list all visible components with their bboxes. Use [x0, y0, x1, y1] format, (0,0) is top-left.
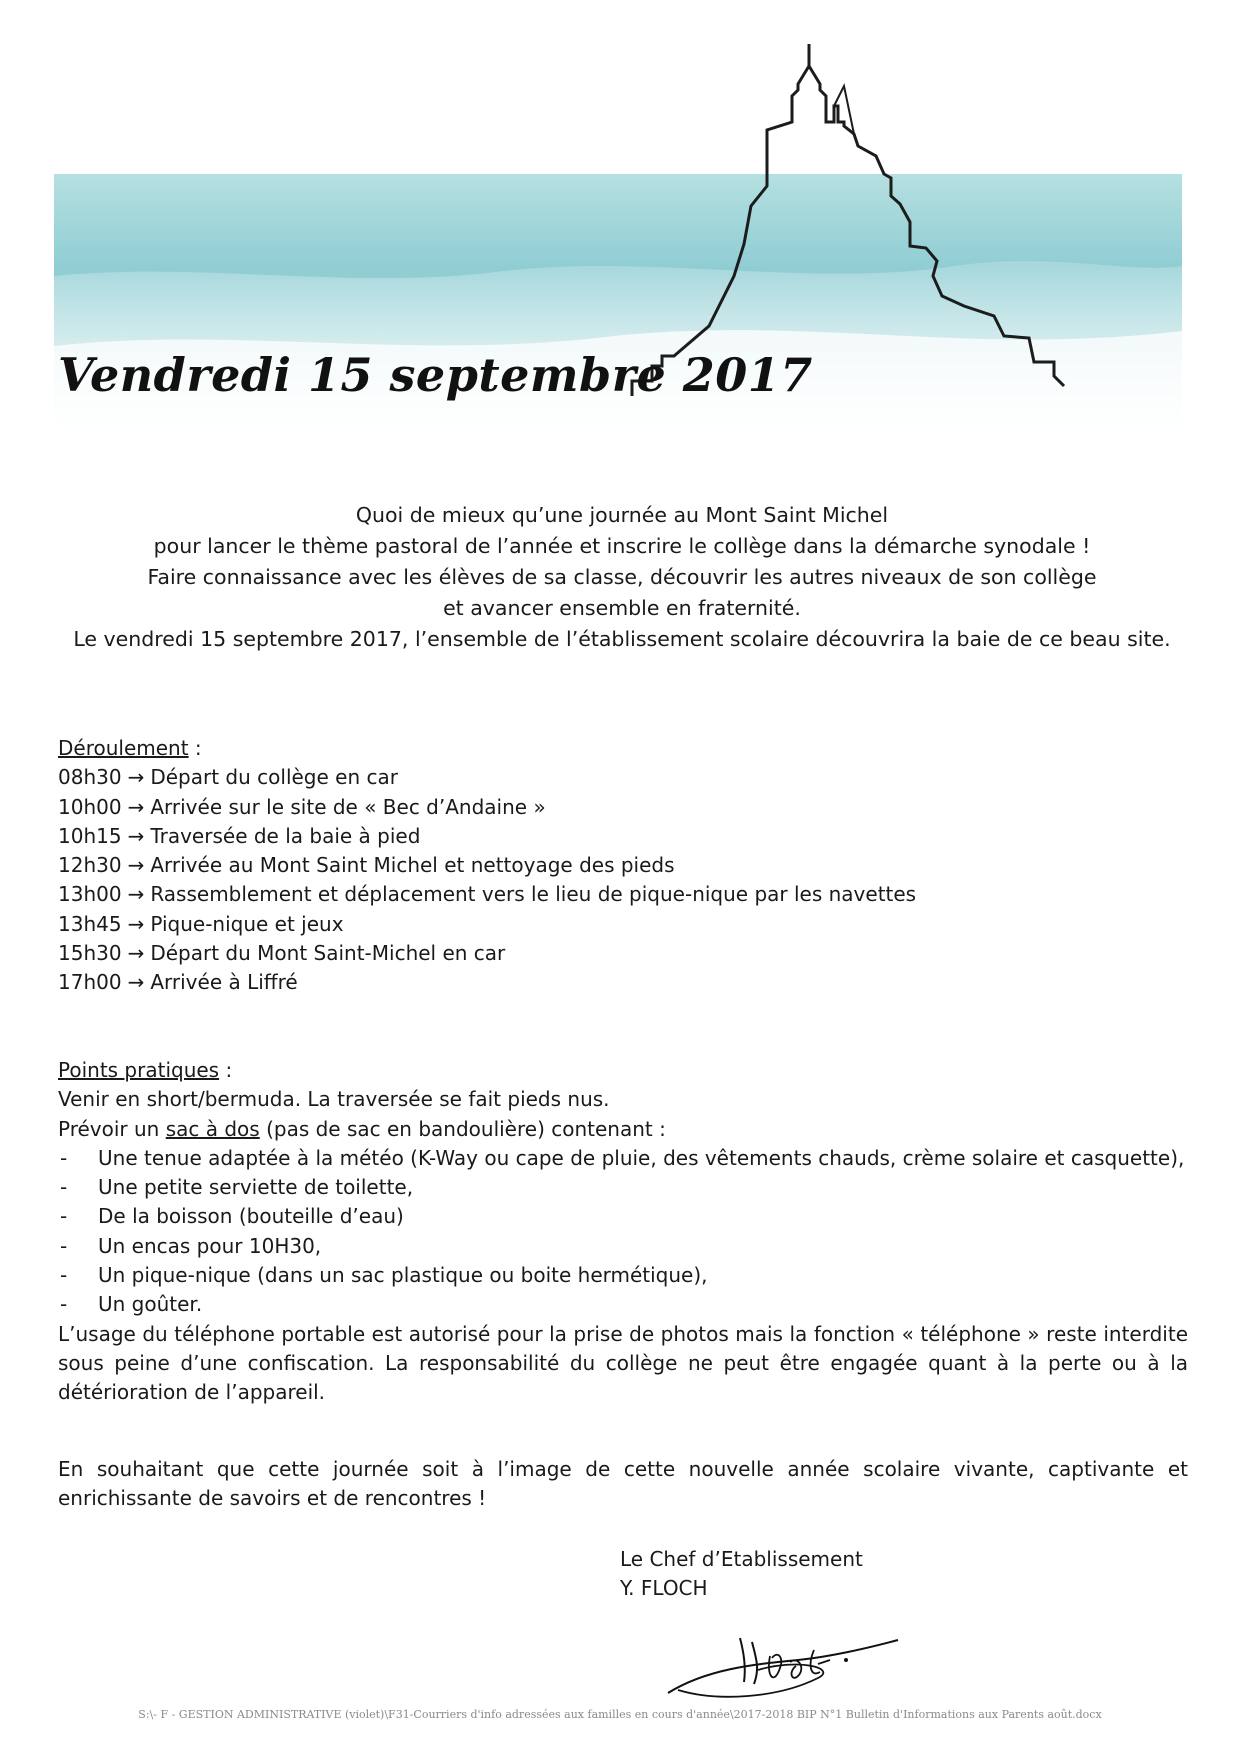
- schedule-item: 13h00 → Rassemblement et déplacement vers le lieu de pique-nique par les navettes: [58, 882, 917, 907]
- closing-paragraph: En souhaitant que cette journée soit à l’image de cette nouvelle année scolaire vivante, captivante et enrichissante de savoirs et de rencontres !: [58, 1457, 1188, 1511]
- intro-line: pour lancer le thème pastoral de l’année et inscrire le collège dans la démarche synodale !: [153, 534, 1091, 558]
- arrow-right-icon: →: [127, 970, 145, 995]
- intro-line: Le vendredi 15 septembre 2017, l’ensemble de l’établissement scolaire découvrira la baie de ce beau site.: [73, 627, 1171, 651]
- signer-role: Le Chef d’Etablissement: [620, 1547, 863, 1571]
- arrow-right-icon: →: [127, 794, 145, 819]
- phone-note: L’usage du téléphone portable est autorisé pour la prise de photos mais la fonction « téléphone » reste interdite sous peine d’une confiscation. La responsabilité du collège ne peut être engagée quant à la perte ou à la détérioration de l’appareil.: [58, 1321, 1188, 1405]
- practical-section: [58, 1056, 1188, 1408]
- practical-line: Prévoir un sac à dos (pas de sac en bandoulière) contenant :: [58, 1116, 666, 1141]
- schedule-item: 10h15 → Traversée de la baie à pied: [58, 823, 421, 848]
- schedule-item: 15h30 → Départ du Mont Saint-Michel en car: [58, 941, 506, 966]
- list-item: - De la boisson (bouteille d’eau): [60, 1204, 404, 1229]
- arrow-right-icon: →: [127, 882, 145, 907]
- arrow-right-icon: →: [127, 853, 145, 878]
- schedule-section: [58, 734, 1188, 998]
- list-item: - Un pique-nique (dans un sac plastique ou boite hermétique),: [60, 1263, 708, 1288]
- list-item: - Une petite serviette de toilette,: [60, 1175, 414, 1200]
- intro-line: Quoi de mieux qu’une journée au Mont Saint Michel: [355, 503, 889, 527]
- banner-title: Vendredi 15 septembre 2017: [58, 348, 813, 402]
- schedule-item: 12h30 → Arrivée au Mont Saint Michel et nettoyage des pieds: [58, 853, 675, 878]
- schedule-item: 10h00 → Arrivée sur le site de « Bec d’Andaine »: [58, 794, 546, 819]
- intro-paragraph: [54, 500, 1190, 655]
- practical-line: Venir en short/bermuda. La traversée se fait pieds nus.: [58, 1087, 610, 1112]
- list-item: - Une tenue adaptée à la météo (K-Way ou cape de pluie, des vêtements chauds, crème solaire et casquette),: [60, 1145, 1185, 1170]
- schedule-heading: Déroulement :: [58, 736, 202, 760]
- signature-block: [620, 1545, 863, 1603]
- intro-line: Faire connaissance avec les élèves de sa classe, découvrir les autres niveaux de son collège: [147, 565, 1097, 589]
- handwritten-signature: [648, 1598, 908, 1708]
- list-item: - Un encas pour 10H30,: [60, 1233, 322, 1258]
- list-item: - Un goûter.: [60, 1292, 203, 1317]
- header-banner: [54, 26, 1182, 446]
- arrow-right-icon: →: [127, 765, 145, 790]
- schedule-item: 13h45 → Pique-nique et jeux: [58, 911, 344, 936]
- arrow-right-icon: →: [127, 941, 145, 966]
- signer-name: Y. FLOCH: [620, 1576, 708, 1600]
- packing-list: [58, 1144, 1188, 1320]
- file-path-footer: S:\- F - GESTION ADMINISTRATIVE (violet)\F31-Courriers d'info adressées aux familles en cours d'année\2017-2018 BIP N°1 Bulletin d'Informations aux Parents août.docx: [138, 1708, 1102, 1721]
- intro-line: et avancer ensemble en fraternité.: [443, 596, 801, 620]
- arrow-right-icon: →: [127, 911, 145, 936]
- arrow-right-icon: →: [127, 823, 145, 848]
- schedule-item: 08h30 → Départ du collège en car: [58, 765, 398, 790]
- practical-heading: Points pratiques :: [58, 1058, 233, 1082]
- schedule-item: 17h00 → Arrivée à Liffré: [58, 970, 298, 995]
